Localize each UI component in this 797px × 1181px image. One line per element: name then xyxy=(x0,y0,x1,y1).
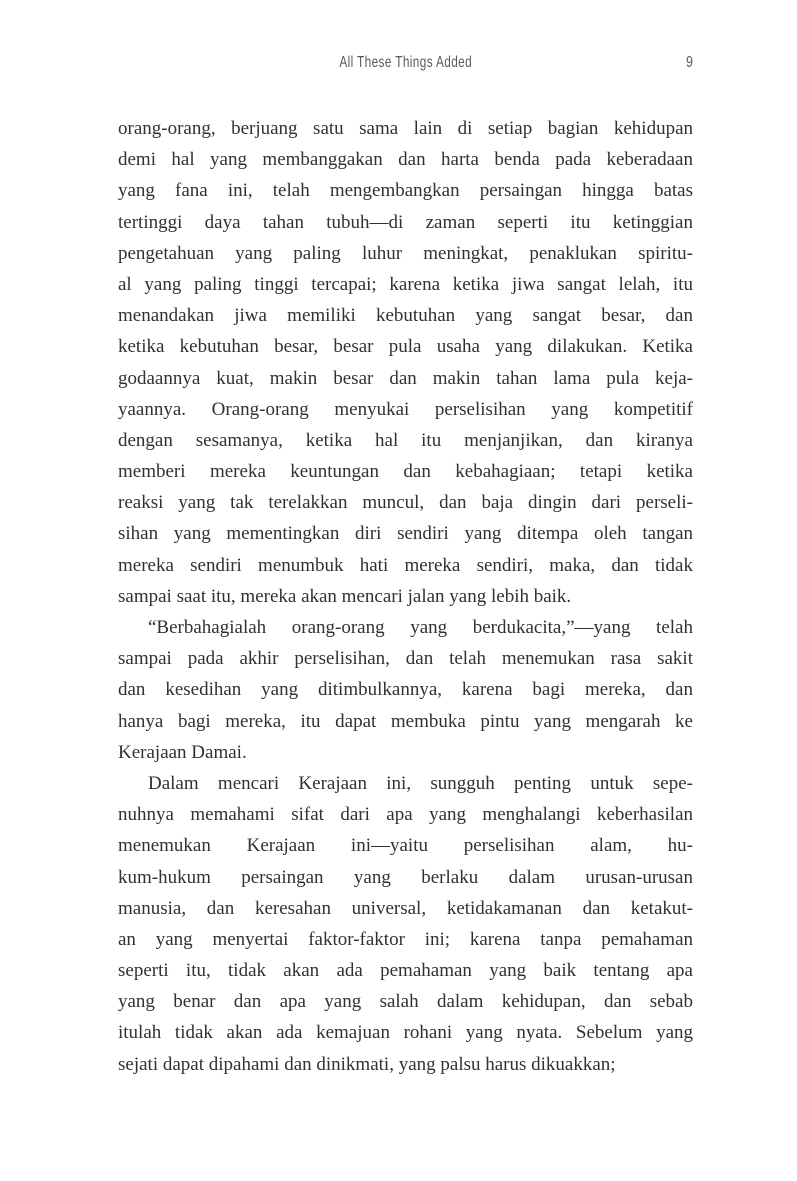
text-line: mereka sendiri menumbuk hati mereka sendiri, maka, dan tidak xyxy=(118,554,693,576)
text-line: orang-orang, berjuang satu sama lain di setiap bagian kehidupan xyxy=(118,118,693,139)
text-line: “Berbahagialah orang-orang yang berdukacita,”—yang telah xyxy=(148,617,693,638)
text-line: menemukan Kerajaan ini—yaitu perselisihan alam, hu- xyxy=(118,835,693,857)
text-line: sejati dapat dipahami dan dinikmati, yang palsu harus dikuakkan; xyxy=(118,1053,616,1075)
paragraph xyxy=(118,612,693,768)
text-line: dengan sesamanya, ketika hal itu menjanjikan, dan kiranya xyxy=(118,429,693,451)
text-line: seperti itu, tidak akan ada pemahaman yang baik tentang apa xyxy=(118,960,693,982)
body-text xyxy=(118,113,693,1080)
text-line: an yang menyertai faktor-faktor ini; karena tanpa pemahaman xyxy=(118,928,693,950)
text-line: demi hal yang membanggakan dan harta benda pada keberadaan xyxy=(118,149,693,171)
text-line: memberi mereka keuntungan dan kebahagiaan; tetapi ketika xyxy=(118,461,693,483)
text-line: manusia, dan keresahan universal, ketidakamanan dan ketakut- xyxy=(118,897,693,919)
page-number xyxy=(684,54,693,72)
running-title xyxy=(118,54,693,72)
text-line: godaannya kuat, makin besar dan makin tahan lama pula keja- xyxy=(118,367,693,389)
running-title-text: All These Things Added xyxy=(339,54,472,71)
text-line: nuhnya memahami sifat dari apa yang menghalangi keberhasilan xyxy=(118,804,693,826)
text-line: Dalam mencari Kerajaan ini, sungguh penting untuk sepe- xyxy=(148,772,693,794)
text-line: sihan yang mementingkan diri sendiri yang ditempa oleh tangan xyxy=(118,523,693,545)
text-line: pengetahuan yang paling luhur meningkat, penaklukan spiritu- xyxy=(118,242,693,264)
text-line: tertinggi daya tahan tubuh—di zaman seperti itu ketinggian xyxy=(118,211,693,233)
text-line: ketika kebutuhan besar, besar pula usaha yang dilakukan. Ketika xyxy=(118,336,693,358)
page-header xyxy=(118,54,693,76)
paragraph xyxy=(118,768,693,1080)
text-line: yang benar dan apa yang salah dalam kehidupan, dan sebab xyxy=(118,991,693,1013)
text-line: yaannya. Orang-orang menyukai perselisihan yang kompetitif xyxy=(118,398,693,420)
text-line: yang fana ini, telah mengembangkan persaingan hingga batas xyxy=(118,180,693,202)
text-line: itulah tidak akan ada kemajuan rohani yang nyata. Sebelum yang xyxy=(118,1022,693,1044)
text-line: sampai pada akhir perselisihan, dan telah menemukan rasa sakit xyxy=(118,648,693,670)
text-line: sampai saat itu, mereka akan mencari jalan yang lebih baik. xyxy=(118,585,572,607)
text-line: hanya bagi mereka, itu dapat membuka pintu yang mengarah ke xyxy=(118,710,693,732)
text-line: al yang paling tinggi tercapai; karena ketika jiwa sangat lelah, itu xyxy=(118,273,693,295)
paragraph xyxy=(118,113,693,612)
page-number-text: 9 xyxy=(686,54,693,71)
text-line: reaksi yang tak terelakkan muncul, dan baja dingin dari perseli- xyxy=(118,492,693,514)
text-line: dan kesedihan yang ditimbulkannya, karena bagi mereka, dan xyxy=(118,679,693,701)
text-line: menandakan jiwa memiliki kebutuhan yang sangat besar, dan xyxy=(118,305,693,327)
text-line: Kerajaan Damai. xyxy=(118,741,247,763)
text-line: kum-hukum persaingan yang berlaku dalam urusan-urusan xyxy=(118,866,693,888)
